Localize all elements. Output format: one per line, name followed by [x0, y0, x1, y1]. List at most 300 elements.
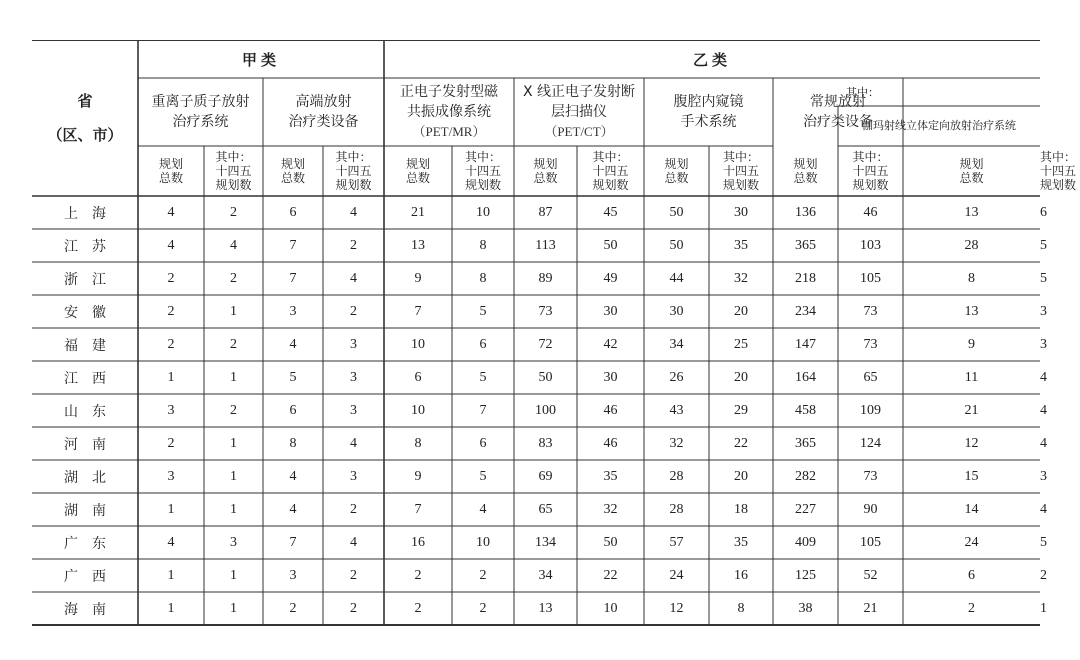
cell-value: 26	[669, 369, 684, 385]
cell-value: 2	[230, 402, 237, 418]
cell-value: 234	[795, 303, 816, 319]
table-cell	[577, 196, 644, 229]
table-cell	[773, 229, 838, 262]
table-cell	[204, 328, 263, 361]
cell-value: 73	[863, 468, 878, 484]
table-cell	[263, 262, 323, 295]
cell-value: 1	[230, 303, 237, 319]
cell-value: 3	[167, 468, 175, 484]
cell-value: 365	[795, 237, 816, 253]
province-name-text: 湖北	[64, 469, 120, 486]
cell-value: 46	[603, 402, 618, 418]
cell-value: 5	[1040, 237, 1047, 253]
table-cell	[323, 526, 384, 559]
table-cell	[1040, 394, 1047, 427]
cell-value: 4	[479, 501, 487, 517]
table-cell	[263, 559, 323, 592]
table-cell	[204, 559, 263, 592]
cell-value: 83	[538, 435, 553, 451]
table-cell	[138, 295, 204, 328]
table-cell	[452, 394, 514, 427]
table-cell	[452, 526, 514, 559]
cell-value: 35	[734, 534, 748, 550]
cell-value: 65	[538, 501, 553, 517]
table-cell	[323, 559, 384, 592]
table-cell	[1040, 328, 1047, 361]
cell-value: 32	[734, 270, 748, 286]
cell-value: 65	[863, 369, 878, 385]
table-cell	[1040, 460, 1047, 493]
province-name	[32, 592, 138, 625]
table-cell	[138, 229, 204, 262]
province-header-line2: （区、市）	[47, 126, 123, 144]
table-cell	[1040, 559, 1047, 592]
equipment-planning-table	[32, 40, 1077, 628]
table-cell	[644, 526, 709, 559]
cell-value: 2	[414, 600, 422, 616]
cell-value: 20	[734, 303, 748, 319]
cell-value: 30	[603, 303, 618, 319]
cell-value: 18	[734, 501, 748, 517]
cell-value: 2	[350, 600, 357, 616]
table-cell	[903, 229, 1040, 262]
of-which-145-label: 其中：	[215, 150, 252, 164]
of-which-145-label: 规划数	[335, 178, 372, 192]
cell-value: 73	[863, 336, 878, 352]
table-cell	[838, 460, 903, 493]
category-label-line2: 治疗类设备	[803, 114, 873, 130]
table-cell	[903, 493, 1040, 526]
table-cell	[903, 394, 1040, 427]
cell-value: 8	[479, 237, 487, 253]
table-cell	[903, 559, 1040, 592]
cell-value: 5	[479, 303, 487, 319]
category-label-line1: 常规放射	[810, 94, 866, 110]
table-cell	[644, 559, 709, 592]
table-cell	[384, 394, 452, 427]
table-cell	[204, 460, 263, 493]
cell-value: 15	[964, 468, 979, 484]
cell-value: 30	[734, 204, 748, 220]
province-name-text: 海南	[64, 601, 120, 618]
province-name-text: 山东	[64, 403, 120, 420]
table-cell	[384, 328, 452, 361]
cell-value: 25	[734, 336, 748, 352]
province-name-text: 广西	[64, 568, 120, 585]
cell-value: 4	[1040, 369, 1047, 385]
table-cell	[323, 196, 384, 229]
cell-value: 6	[968, 567, 975, 583]
province-column-header	[32, 40, 138, 196]
cell-value: 3	[350, 468, 357, 484]
of-which-145-label: 其中：	[852, 150, 889, 164]
province-name	[32, 196, 138, 229]
planned-total-label: 规划	[158, 157, 183, 171]
table-cell	[138, 427, 204, 460]
of-which-145-label: 其中：	[464, 150, 501, 164]
group-b-label: 乙类	[692, 50, 731, 69]
cell-value: 4	[350, 204, 357, 220]
cell-value: 32	[669, 435, 684, 451]
table-cell	[514, 196, 577, 229]
cell-value: 3	[1040, 303, 1047, 319]
of-which-145-label: 其中：	[592, 150, 629, 164]
table-cell	[838, 229, 903, 262]
cell-value: 4	[289, 468, 297, 484]
province-name	[32, 559, 138, 592]
cell-value: 10	[476, 204, 490, 220]
cell-value: 11	[964, 369, 979, 385]
table-cell	[644, 361, 709, 394]
table-cell	[514, 328, 577, 361]
cell-value: 14	[964, 501, 979, 517]
table-cell	[384, 361, 452, 394]
table-cell	[644, 262, 709, 295]
table-cell	[514, 229, 577, 262]
table-cell	[709, 493, 773, 526]
cell-value: 1	[230, 600, 237, 616]
table-cell	[577, 328, 644, 361]
cell-value: 21	[964, 402, 979, 418]
table-cell	[1040, 196, 1047, 229]
table-cell	[323, 361, 384, 394]
cell-value: 2	[479, 600, 487, 616]
cell-value: 2	[350, 567, 357, 583]
table-cell	[709, 196, 773, 229]
table-cell	[138, 493, 204, 526]
table-cell	[384, 592, 452, 625]
table-cell	[577, 295, 644, 328]
cell-value: 2	[968, 600, 975, 616]
province-name	[32, 493, 138, 526]
table-cell	[644, 295, 709, 328]
table-cell	[644, 592, 709, 625]
cell-value: 109	[860, 402, 881, 418]
gamma-knife-label: 伽玛射线立体定向放射治疗系统	[862, 119, 1016, 132]
cell-value: 4	[289, 336, 297, 352]
table-cell	[323, 592, 384, 625]
category-label-line2: 层扫描仪	[551, 104, 607, 120]
table-cell	[384, 427, 452, 460]
cell-value: 2	[1040, 567, 1047, 583]
cell-value: 5	[289, 369, 297, 385]
cell-value: 6	[479, 336, 487, 352]
table-cell	[838, 559, 903, 592]
cell-value: 28	[669, 468, 684, 484]
province-name-text: 江苏	[64, 238, 120, 255]
table-cell	[838, 493, 903, 526]
cell-value: 32	[603, 501, 618, 517]
cell-value: 365	[795, 435, 816, 451]
cell-value: 2	[230, 336, 237, 352]
cell-value: 24	[669, 567, 684, 583]
cell-value: 8	[414, 435, 422, 451]
province-name-text: 福建	[64, 337, 120, 354]
cell-value: 73	[538, 303, 553, 319]
of-which-145-header	[709, 146, 773, 196]
table-cell	[1040, 493, 1047, 526]
cell-value: 50	[538, 369, 553, 385]
cell-value: 1	[167, 501, 175, 517]
table-cell	[384, 229, 452, 262]
cell-value: 4	[1040, 435, 1047, 451]
cell-value: 13	[964, 204, 979, 220]
province-header-line1: 省	[77, 92, 93, 110]
cell-value: 3	[1040, 468, 1047, 484]
cell-value: 218	[795, 270, 816, 286]
planned-total-header	[514, 146, 577, 196]
cell-value: 4	[350, 435, 357, 451]
table-cell	[903, 526, 1040, 559]
cell-value: 3	[350, 402, 357, 418]
cell-value: 4	[1040, 402, 1047, 418]
table-cell	[138, 460, 204, 493]
cell-value: 136	[795, 204, 816, 220]
of-which-145-label: 十四五	[1040, 164, 1077, 178]
table-cell	[514, 460, 577, 493]
of-which-145-label: 规划数	[464, 178, 501, 192]
table-cell	[138, 262, 204, 295]
category-abbreviation: （PET/MR）	[412, 124, 486, 139]
cell-value: 46	[863, 204, 878, 220]
table-cell	[838, 526, 903, 559]
table-cell	[452, 427, 514, 460]
table-cell	[263, 229, 323, 262]
cell-value: 105	[860, 534, 881, 550]
category-abbreviation: （PET/CT）	[544, 124, 614, 139]
table-cell	[577, 526, 644, 559]
province-name	[32, 262, 138, 295]
planned-total-label: 总数	[405, 171, 430, 185]
table-cell	[323, 295, 384, 328]
cell-value: 9	[968, 336, 975, 352]
table-cell	[384, 526, 452, 559]
table-cell	[263, 328, 323, 361]
group-b-header	[384, 40, 1040, 78]
cell-value: 7	[289, 534, 297, 550]
cell-value: 7	[289, 270, 297, 286]
cell-value: 5	[1040, 270, 1047, 286]
table-cell	[204, 295, 263, 328]
table-cell	[1040, 592, 1047, 625]
table-cell	[452, 559, 514, 592]
table-cell	[903, 262, 1040, 295]
cell-value: 1	[230, 468, 237, 484]
planned-total-label: 规划	[533, 157, 558, 171]
table-cell	[204, 427, 263, 460]
cell-value: 2	[167, 336, 175, 352]
of-which-145-label: 其中：	[1040, 150, 1077, 164]
cell-value: 2	[230, 204, 237, 220]
table-cell	[709, 526, 773, 559]
category-label-line2: 手术系统	[680, 114, 737, 130]
table-cell	[204, 229, 263, 262]
table-cell	[263, 427, 323, 460]
cell-value: 29	[734, 402, 748, 418]
of-which-145-label: 规划数	[852, 178, 889, 192]
cell-value: 2	[479, 567, 487, 583]
cell-value: 1	[1040, 600, 1047, 616]
cell-value: 10	[476, 534, 490, 550]
cell-value: 16	[411, 534, 425, 550]
category-header-pet_ct	[514, 78, 644, 146]
table-cell	[514, 559, 577, 592]
cell-value: 7	[289, 237, 297, 253]
table-cell	[452, 262, 514, 295]
cell-value: 2	[350, 303, 357, 319]
table-cell	[644, 460, 709, 493]
cell-value: 4	[1040, 501, 1047, 517]
table-cell	[263, 526, 323, 559]
cell-value: 3	[350, 369, 357, 385]
cell-value: 30	[603, 369, 618, 385]
table-cell	[709, 361, 773, 394]
table-cell	[138, 328, 204, 361]
table-cell	[204, 493, 263, 526]
table-cell	[709, 427, 773, 460]
planned-total-header	[384, 146, 452, 196]
cell-value: 7	[414, 501, 422, 517]
cell-value: 6	[414, 369, 422, 385]
cell-value: 6	[289, 402, 297, 418]
cell-value: 50	[603, 237, 618, 253]
of-which-145-label: 十四五	[215, 164, 252, 178]
cell-value: 10	[411, 336, 425, 352]
province-name	[32, 460, 138, 493]
cell-value: 20	[734, 369, 748, 385]
table-cell	[514, 592, 577, 625]
table-cell	[514, 526, 577, 559]
cell-value: 4	[167, 204, 175, 220]
cell-value: 2	[230, 270, 237, 286]
cell-value: 44	[669, 270, 684, 286]
table-cell	[138, 196, 204, 229]
cell-value: 8	[289, 435, 297, 451]
table-cell	[838, 328, 903, 361]
table-cell	[903, 460, 1040, 493]
cell-value: 8	[737, 600, 745, 616]
table-cell	[138, 559, 204, 592]
of-which-145-header	[204, 146, 263, 196]
table-cell	[452, 592, 514, 625]
of-which-145-header	[1040, 146, 1076, 196]
cell-value: 4	[167, 534, 175, 550]
province-name-text: 湖南	[64, 502, 120, 519]
cell-value: 1	[167, 369, 175, 385]
cell-value: 13	[411, 237, 425, 253]
table-cell	[384, 460, 452, 493]
table-cell	[452, 361, 514, 394]
province-name	[32, 229, 138, 262]
cell-value: 6	[289, 204, 297, 220]
table-cell	[644, 229, 709, 262]
cell-value: 4	[230, 237, 237, 253]
table-cell	[903, 592, 1040, 625]
cell-value: 147	[795, 336, 816, 352]
table-cell	[709, 460, 773, 493]
cell-value: 69	[538, 468, 553, 484]
table-cell	[773, 460, 838, 493]
table-cell	[838, 196, 903, 229]
cell-value: 35	[603, 468, 618, 484]
planned-total-label: 规划	[405, 157, 430, 171]
table-cell	[903, 427, 1040, 460]
table-cell	[323, 460, 384, 493]
of-which-145-label: 规划数	[1040, 178, 1077, 192]
table-cell	[709, 295, 773, 328]
cell-value: 21	[411, 204, 425, 220]
planned-total-label: 总数	[664, 171, 689, 185]
table-cell	[644, 493, 709, 526]
category-label-line1: 腹腔内窥镜	[673, 94, 744, 110]
cell-value: 13	[538, 600, 553, 616]
province-name	[32, 394, 138, 427]
cell-value: 24	[964, 534, 979, 550]
table-cell	[838, 427, 903, 460]
cell-value: 9	[414, 468, 422, 484]
table-cell	[204, 196, 263, 229]
cell-value: 2	[167, 435, 175, 451]
table-cell	[644, 427, 709, 460]
cell-value: 6	[1040, 204, 1047, 220]
cell-value: 164	[795, 369, 816, 385]
table-cell	[514, 295, 577, 328]
table-cell	[644, 328, 709, 361]
cell-value: 124	[860, 435, 881, 451]
cell-value: 227	[795, 501, 816, 517]
cell-value: 3	[230, 534, 237, 550]
table-cell	[514, 262, 577, 295]
table-cell	[1040, 361, 1047, 394]
table-cell	[644, 394, 709, 427]
table-cell	[323, 427, 384, 460]
cell-value: 87	[538, 204, 553, 220]
cell-value: 3	[289, 567, 297, 583]
planned-total-label: 总数	[959, 171, 984, 185]
cell-value: 125	[795, 567, 816, 583]
cell-value: 2	[350, 501, 357, 517]
table-cell	[452, 229, 514, 262]
cell-value: 2	[350, 237, 357, 253]
of-which-145-label: 其中：	[335, 150, 372, 164]
cell-value: 3	[289, 303, 297, 319]
group-a-header	[138, 40, 384, 78]
province-name-text: 安徽	[64, 304, 120, 321]
table-cell	[838, 592, 903, 625]
province-name	[32, 361, 138, 394]
cell-value: 45	[603, 204, 618, 220]
table-cell	[838, 394, 903, 427]
of-which-145-label: 规划数	[722, 178, 759, 192]
cell-value: 22	[603, 567, 618, 583]
table-cell	[384, 493, 452, 526]
table-cell	[263, 460, 323, 493]
category-label-line1: 正电子发射型磁	[400, 84, 498, 100]
table-cell	[709, 592, 773, 625]
cell-value: 282	[795, 468, 816, 484]
cell-value: 10	[603, 600, 618, 616]
planned-total-header	[903, 146, 1040, 196]
table-cell	[773, 394, 838, 427]
province-name-text: 江西	[64, 370, 120, 387]
table-cell	[452, 295, 514, 328]
cell-value: 50	[603, 534, 618, 550]
of-which-145-header	[577, 146, 644, 196]
table-cell	[773, 361, 838, 394]
planned-total-label: 总数	[793, 171, 818, 185]
category-header-high_end_rt	[263, 78, 384, 146]
table-cell	[709, 229, 773, 262]
